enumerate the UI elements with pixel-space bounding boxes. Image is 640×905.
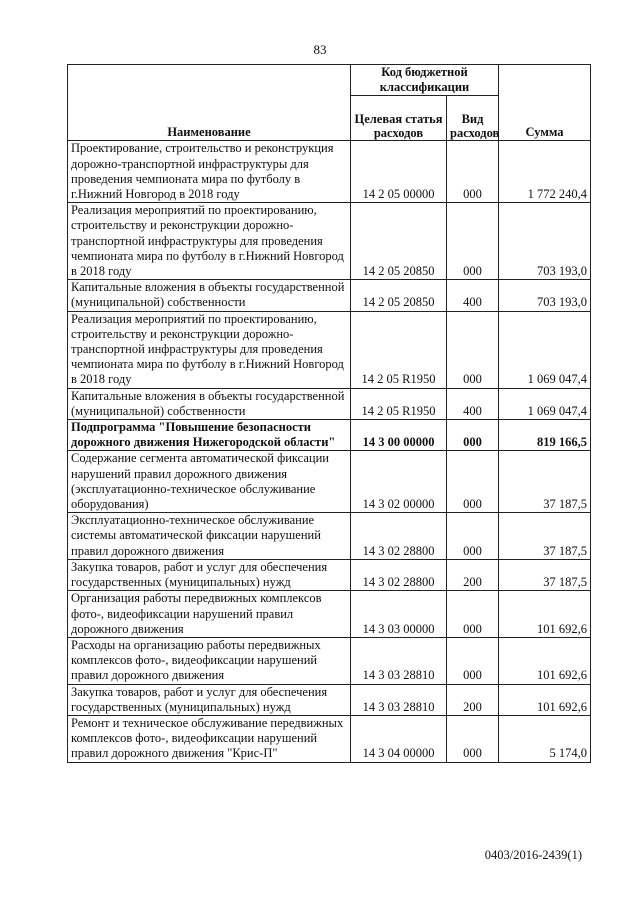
row-article: 14 3 02 28800	[351, 559, 447, 590]
row-name: Проектирование, строительство и реконструкция дорожно-транспортной инфраструктуры для проведения чемпионата мира по футболу в г.Нижний Новгород в 2018 году	[68, 141, 351, 203]
row-article: 14 2 05 R1950	[351, 311, 447, 388]
row-article: 14 3 02 00000	[351, 451, 447, 513]
row-sum: 37 187,5	[499, 513, 591, 560]
row-type: 400	[447, 280, 499, 311]
row-sum: 819 166,5	[499, 420, 591, 451]
row-sum: 5 174,0	[499, 715, 591, 762]
row-article: 14 3 03 28810	[351, 637, 447, 684]
row-name: Капитальные вложения в объекты государственной (муниципальной) собственности	[68, 388, 351, 419]
header-code: Код бюджетной классификации	[351, 65, 499, 96]
row-article: 14 3 00 00000	[351, 420, 447, 451]
header-type: Вид расходов	[447, 96, 499, 141]
table-row	[68, 141, 591, 203]
row-type: 400	[447, 388, 499, 419]
table-row	[68, 203, 591, 280]
table-row	[68, 684, 591, 715]
row-type: 000	[447, 141, 499, 203]
table-row	[68, 637, 591, 684]
row-sum: 37 187,5	[499, 559, 591, 590]
row-article: 14 3 04 00000	[351, 715, 447, 762]
row-sum: 703 193,0	[499, 280, 591, 311]
row-name: Расходы на организацию работы передвижных комплексов фото-, видеофиксации нарушений правил дорожного движения	[68, 637, 351, 684]
row-sum: 703 193,0	[499, 203, 591, 280]
row-name: Содержание сегмента автоматической фиксации нарушений правил дорожного движения (эксплуатационно-техническое обслуживание оборудования)	[68, 451, 351, 513]
page-number: 83	[313, 42, 327, 57]
document-code: 0403/2016-2439(1)	[484, 848, 582, 862]
row-name: Реализация мероприятий по проектированию, строительству и реконструкции дорожно-транспортной инфраструктуры для проведения чемпионата мира по футболу в г.Нижний Новгород в 2018 году	[68, 311, 351, 388]
row-article: 14 3 03 28810	[351, 684, 447, 715]
table-row	[68, 388, 591, 419]
header-article: Целевая статья расходов	[351, 96, 447, 141]
table-row-subprogram	[68, 420, 591, 451]
row-type: 000	[447, 591, 499, 638]
row-name: Закупка товаров, работ и услуг для обеспечения государственных (муниципальных) нужд	[68, 559, 351, 590]
table-row	[68, 715, 591, 762]
row-name: Подпрограмма "Повышение безопасности дорожного движения Нижегородской области"	[68, 420, 351, 451]
table-header	[68, 65, 591, 141]
row-type: 200	[447, 684, 499, 715]
row-name: Закупка товаров, работ и услуг для обеспечения государственных (муниципальных) нужд	[68, 684, 351, 715]
table-row	[68, 280, 591, 311]
header-name: Наименование	[68, 65, 351, 141]
row-name: Реализация мероприятий по проектированию, строительству и реконструкции дорожно-транспортной инфраструктуры для проведения чемпионата мира по футболу в г.Нижний Новгород в 2018 году	[68, 203, 351, 280]
row-article: 14 2 05 20850	[351, 280, 447, 311]
row-type: 000	[447, 451, 499, 513]
row-name: Организация работы передвижных комплексов фото-, видеофиксации нарушений правил дорожного движения	[68, 591, 351, 638]
row-sum: 101 692,6	[499, 637, 591, 684]
row-name: Ремонт и техническое обслуживание передвижных комплексов фото-, видеофиксации нарушений правил дорожного движения "Крис-П"	[68, 715, 351, 762]
table-row	[68, 591, 591, 638]
row-article: 14 3 03 00000	[351, 591, 447, 638]
row-type: 000	[447, 420, 499, 451]
row-type: 000	[447, 637, 499, 684]
table-body	[68, 141, 591, 762]
row-sum: 101 692,6	[499, 591, 591, 638]
row-article: 14 2 05 20850	[351, 203, 447, 280]
row-type: 000	[447, 203, 499, 280]
table-row	[68, 451, 591, 513]
budget-table	[67, 64, 591, 763]
row-type: 000	[447, 715, 499, 762]
row-sum: 37 187,5	[499, 451, 591, 513]
row-name: Капитальные вложения в объекты государственной (муниципальной) собственности	[68, 280, 351, 311]
row-sum: 1 069 047,4	[499, 311, 591, 388]
table-row	[68, 513, 591, 560]
row-type: 000	[447, 513, 499, 560]
table-row	[68, 559, 591, 590]
row-name: Эксплуатационно-техническое обслуживание системы автоматической фиксации нарушений правил дорожного движения	[68, 513, 351, 560]
row-type: 000	[447, 311, 499, 388]
table-row	[68, 311, 591, 388]
row-article: 14 2 05 00000	[351, 141, 447, 203]
header-sum: Сумма	[499, 65, 591, 141]
row-article: 14 3 02 28800	[351, 513, 447, 560]
row-sum: 1 069 047,4	[499, 388, 591, 419]
row-article: 14 2 05 R1950	[351, 388, 447, 419]
row-sum: 1 772 240,4	[499, 141, 591, 203]
row-sum: 101 692,6	[499, 684, 591, 715]
row-type: 200	[447, 559, 499, 590]
